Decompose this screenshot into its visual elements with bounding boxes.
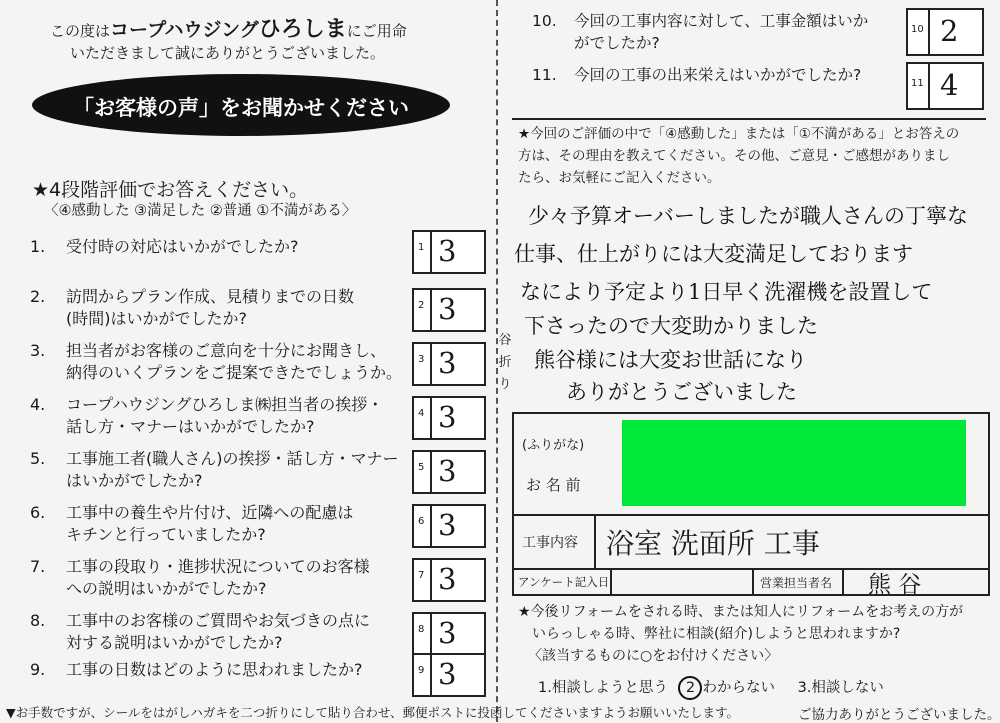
question-3 <box>30 340 402 384</box>
comment-line: なにより予定より1日早く洗濯機を設置して <box>520 280 933 304</box>
box-divider <box>430 614 432 654</box>
answer-value: 3 <box>438 508 457 542</box>
intro-suffix: にご用命 <box>346 22 407 40</box>
answer-box-index: 7 <box>418 570 425 581</box>
answer-box-5[interactable] <box>412 450 486 494</box>
question-text: コープハウジングひろしま㈱担当者の挨拶・ <box>66 395 384 414</box>
box-divider <box>430 344 432 384</box>
col-divider <box>752 568 754 594</box>
answer-box-2[interactable] <box>412 288 486 332</box>
referral-option-2: わからない <box>702 680 775 696</box>
comment-line: 仕事、仕上がりには大変満足しております <box>514 242 913 266</box>
brand-name: コープハウジング <box>110 19 259 41</box>
question-number: 7. <box>30 557 46 576</box>
comment-line: 熊谷様には大変お世話になり <box>534 348 807 372</box>
question-9 <box>30 659 363 681</box>
answer-box-10[interactable] <box>906 8 984 56</box>
box-divider <box>928 10 930 54</box>
referral-line-1: ★今後リフォームをされる時、または知人にリフォームをお考えの方が <box>518 604 964 620</box>
question-number: 2. <box>30 287 46 306</box>
name-redaction <box>622 420 966 506</box>
question-5 <box>30 448 399 492</box>
answer-box-index: 10 <box>911 24 924 35</box>
col-divider <box>594 514 596 568</box>
question-8 <box>30 610 370 654</box>
question-text: 工事の日数はどのように思われましたか? <box>66 660 363 679</box>
answer-box-index: 5 <box>418 462 425 473</box>
question-text-2: 話し方・マナーはいかがでしたか? <box>66 417 315 436</box>
question-number: 4. <box>30 395 46 414</box>
referral-option-1: 1.相談しようと思う <box>538 680 668 696</box>
fold-label <box>498 330 512 396</box>
question-text-2: 納得のいくプランをご提案できたでしょうか。 <box>66 363 403 382</box>
intro-line-1 <box>50 12 407 43</box>
fold-char: 折 <box>498 355 512 370</box>
box-divider <box>928 64 930 108</box>
answer-value: 3 <box>438 234 457 268</box>
answer-value: 3 <box>438 562 457 596</box>
box-divider <box>430 506 432 546</box>
answer-value: 3 <box>438 616 457 650</box>
reason-prompt-3: たら、お気軽にご記入ください。 <box>518 170 721 186</box>
answer-box-index: 4 <box>418 408 425 419</box>
question-6 <box>30 502 353 546</box>
row-divider <box>514 514 988 516</box>
question-1 <box>30 236 299 258</box>
referral-line-2: いらっしゃる時、弊社に相談(紹介)しようと思われますか? <box>532 626 901 642</box>
question-7 <box>30 556 370 600</box>
question-text-2: への説明はいかがでしたか? <box>66 579 267 598</box>
divider <box>512 118 986 120</box>
date-label: アンケート記入日 <box>518 575 610 589</box>
reason-prompt-2: 方は、その理由を教えてください。その他、ご意見・ご感想がありまし <box>518 148 950 164</box>
referral-option-2-circled <box>678 676 702 700</box>
answer-box-3[interactable] <box>412 342 486 386</box>
question-number: 3. <box>30 341 46 360</box>
question-number: 9. <box>30 660 46 679</box>
box-divider <box>430 290 432 330</box>
answer-value: 2 <box>940 14 959 48</box>
question-text-2: がでしたか? <box>574 34 660 52</box>
referral-line-3: 〈該当するものに○をお付けください〉 <box>528 648 779 664</box>
question-number: 6. <box>30 503 46 522</box>
answer-value: 4 <box>940 68 959 102</box>
question-number: 1. <box>30 237 46 256</box>
answer-box-index: 2 <box>418 300 425 311</box>
col-divider <box>842 568 844 594</box>
answer-box-4[interactable] <box>412 396 486 440</box>
referral-option-2-num: 2 <box>685 680 696 696</box>
question-text: 今回の工事内容に対して、工事金額はいか <box>574 12 869 30</box>
answer-value: 3 <box>438 400 457 434</box>
staff-value: 熊 谷 <box>868 572 922 598</box>
answer-box-9[interactable] <box>412 653 486 697</box>
answer-box-index: 8 <box>418 624 425 635</box>
box-divider <box>430 655 432 695</box>
question-2 <box>30 286 354 330</box>
question-text: 工事中の養生や片付け、近隣への配慮は <box>66 503 354 522</box>
question-4 <box>30 394 383 438</box>
referral-option-3: 3.相談しない <box>797 680 884 696</box>
answer-box-index: 1 <box>418 242 425 253</box>
box-divider <box>430 560 432 600</box>
question-number: 8. <box>30 611 46 630</box>
brand-name-hiragana: ひろしま <box>258 17 347 42</box>
furigana-label: (ふりがな) <box>522 438 585 453</box>
question-11 <box>532 64 861 86</box>
answer-box-1[interactable] <box>412 230 486 274</box>
answer-value: 3 <box>438 454 457 488</box>
work-label: 工事内容 <box>522 535 578 551</box>
answer-value: 3 <box>438 657 457 691</box>
customer-info-table <box>512 412 990 596</box>
banner-title: 「お客様の声」をお聞かせください <box>73 96 409 120</box>
answer-box-index: 11 <box>911 78 924 89</box>
answer-box-index: 9 <box>418 665 425 676</box>
question-number: 11. <box>532 66 557 84</box>
answer-box-index: 3 <box>418 354 425 365</box>
question-number: 10. <box>532 12 557 30</box>
referral-options <box>538 676 884 700</box>
comment-line: 下さったので大変助かりました <box>524 314 818 338</box>
question-text-2: (時間)はいかがでしたか? <box>66 309 247 328</box>
fold-char: 谷 <box>498 333 512 348</box>
footer-instruction: ▼お手数ですが、シールをはがしハガキを二つ折りにして貼り合わせ、郵便ポストに投函してくださいますようお願いいたします。 <box>6 705 739 720</box>
question-text-2: 対する説明はいかがでしたか? <box>66 633 283 652</box>
box-divider <box>430 232 432 272</box>
answer-box-8[interactable] <box>412 612 486 656</box>
intro-prefix: この度は <box>50 22 111 40</box>
answer-box-7[interactable] <box>412 558 486 602</box>
banner <box>32 74 450 136</box>
question-text-2: キチンと行っていましたか? <box>66 525 266 544</box>
question-text: 工事施工者(職人さん)の挨拶・話し方・マナー <box>66 449 399 468</box>
answer-box-6[interactable] <box>412 504 486 548</box>
question-text: 訪問からプラン作成、見積りまでの日数 <box>66 287 355 306</box>
intro-line-2: いただきまして誠にありがとうございました。 <box>70 44 386 62</box>
answer-value: 3 <box>438 346 457 380</box>
col-divider <box>610 568 612 594</box>
question-number: 5. <box>30 449 46 468</box>
question-text: 工事の段取り・進捗状況についてのお客様 <box>66 557 370 576</box>
box-divider <box>430 452 432 492</box>
reason-prompt-1: ★今回のご評価の中で「④感動した」または「①不満がある」とお答えの <box>518 126 960 142</box>
rating-heading: ★4段階評価でお答えください。 <box>32 179 309 201</box>
name-label: お 名 前 <box>526 476 581 494</box>
question-text: 担当者がお客様のご意向を十分にお聞きし、 <box>66 341 387 360</box>
comment-line: ありがとうございました <box>566 380 797 404</box>
question-text: 工事中のお客様のご質問やお気づきの点に <box>66 611 371 630</box>
answer-box-index: 6 <box>418 516 425 527</box>
staff-label: 営業担当者名 <box>760 576 833 590</box>
answer-box-11[interactable] <box>906 62 984 110</box>
question-text-2: はいかがでしたか? <box>66 471 203 490</box>
comment-line: 少々予算オーバーしましたが職人さんの丁寧な <box>528 204 968 228</box>
work-value: 浴室 洗面所 工事 <box>606 527 820 560</box>
fold-char: り <box>498 377 512 392</box>
rating-scale: 〈④感動した ③満足した ②普通 ①不満がある〉 <box>44 203 357 219</box>
question-text: 今回の工事の出来栄えはいかがでしたか? <box>574 66 862 84</box>
question-text: 受付時の対応はいかがでしたか? <box>66 237 299 256</box>
question-10 <box>532 10 868 54</box>
box-divider <box>430 398 432 438</box>
footer-thanks: ご協力ありがとうございました。 <box>798 707 1000 723</box>
answer-value: 3 <box>438 292 457 326</box>
